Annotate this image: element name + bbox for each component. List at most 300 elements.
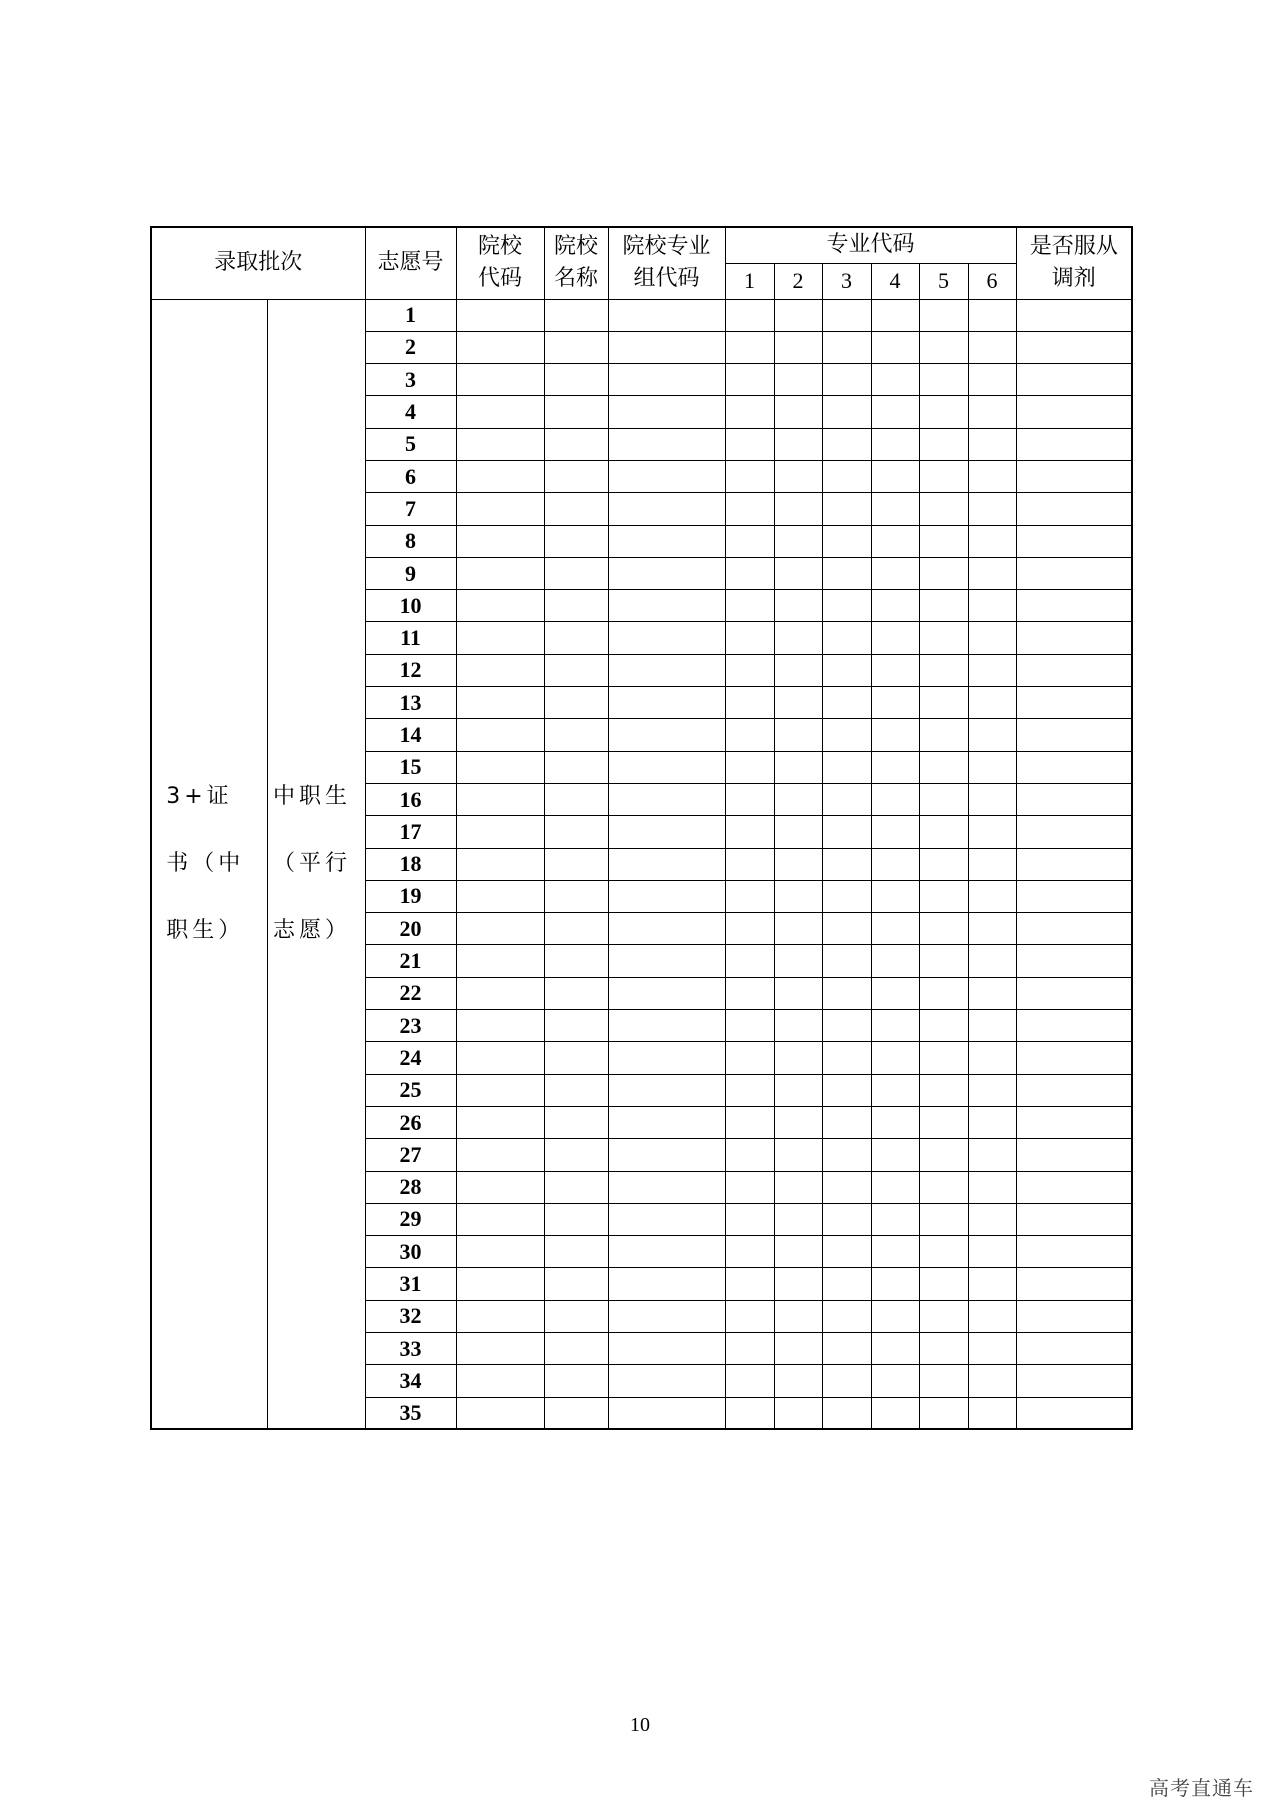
- group-code-cell[interactable]: [608, 751, 725, 783]
- major-code-cell-6[interactable]: [968, 1106, 1016, 1138]
- major-code-cell-6[interactable]: [968, 783, 1016, 815]
- major-code-cell-4[interactable]: [871, 493, 919, 525]
- school-name-cell[interactable]: [544, 460, 608, 492]
- school-code-cell[interactable]: [456, 783, 544, 815]
- major-code-cell-5[interactable]: [919, 622, 968, 654]
- obey-adjust-cell[interactable]: [1016, 1236, 1132, 1268]
- major-code-cell-5[interactable]: [919, 719, 968, 751]
- major-code-cell-6[interactable]: [968, 751, 1016, 783]
- major-code-cell-6[interactable]: [968, 1397, 1016, 1429]
- major-code-cell-4[interactable]: [871, 816, 919, 848]
- school-code-cell[interactable]: [456, 848, 544, 880]
- major-code-cell-4[interactable]: [871, 1106, 919, 1138]
- major-code-cell-2[interactable]: [774, 428, 822, 460]
- school-code-cell[interactable]: [456, 1074, 544, 1106]
- school-code-cell[interactable]: [456, 1397, 544, 1429]
- obey-adjust-cell[interactable]: [1016, 913, 1132, 945]
- school-name-cell[interactable]: [544, 880, 608, 912]
- major-code-cell-1[interactable]: [725, 622, 774, 654]
- major-code-cell-2[interactable]: [774, 460, 822, 492]
- major-code-cell-3[interactable]: [822, 687, 871, 719]
- major-code-cell-6[interactable]: [968, 1203, 1016, 1235]
- obey-adjust-cell[interactable]: [1016, 1074, 1132, 1106]
- group-code-cell[interactable]: [608, 622, 725, 654]
- major-code-cell-4[interactable]: [871, 1203, 919, 1235]
- school-code-cell[interactable]: [456, 977, 544, 1009]
- major-code-cell-4[interactable]: [871, 751, 919, 783]
- school-name-cell[interactable]: [544, 299, 608, 331]
- major-code-cell-2[interactable]: [774, 493, 822, 525]
- major-code-cell-1[interactable]: [725, 913, 774, 945]
- obey-adjust-cell[interactable]: [1016, 719, 1132, 751]
- major-code-cell-6[interactable]: [968, 1268, 1016, 1300]
- major-code-cell-1[interactable]: [725, 1139, 774, 1171]
- school-name-cell[interactable]: [544, 1300, 608, 1332]
- major-code-cell-3[interactable]: [822, 557, 871, 589]
- school-code-cell[interactable]: [456, 299, 544, 331]
- major-code-cell-6[interactable]: [968, 848, 1016, 880]
- school-code-cell[interactable]: [456, 1268, 544, 1300]
- obey-adjust-cell[interactable]: [1016, 848, 1132, 880]
- major-code-cell-6[interactable]: [968, 913, 1016, 945]
- obey-adjust-cell[interactable]: [1016, 493, 1132, 525]
- major-code-cell-6[interactable]: [968, 687, 1016, 719]
- school-name-cell[interactable]: [544, 622, 608, 654]
- major-code-cell-5[interactable]: [919, 1365, 968, 1397]
- major-code-cell-2[interactable]: [774, 977, 822, 1009]
- major-code-cell-3[interactable]: [822, 1333, 871, 1365]
- school-code-cell[interactable]: [456, 1010, 544, 1042]
- group-code-cell[interactable]: [608, 1333, 725, 1365]
- major-code-cell-4[interactable]: [871, 1074, 919, 1106]
- school-name-cell[interactable]: [544, 783, 608, 815]
- group-code-cell[interactable]: [608, 719, 725, 751]
- obey-adjust-cell[interactable]: [1016, 1171, 1132, 1203]
- school-code-cell[interactable]: [456, 428, 544, 460]
- obey-adjust-cell[interactable]: [1016, 557, 1132, 589]
- major-code-cell-2[interactable]: [774, 1106, 822, 1138]
- major-code-cell-2[interactable]: [774, 1074, 822, 1106]
- obey-adjust-cell[interactable]: [1016, 1333, 1132, 1365]
- major-code-cell-5[interactable]: [919, 557, 968, 589]
- school-name-cell[interactable]: [544, 493, 608, 525]
- major-code-cell-4[interactable]: [871, 460, 919, 492]
- major-code-cell-3[interactable]: [822, 460, 871, 492]
- major-code-cell-1[interactable]: [725, 1397, 774, 1429]
- major-code-cell-2[interactable]: [774, 848, 822, 880]
- major-code-cell-3[interactable]: [822, 1300, 871, 1332]
- major-code-cell-3[interactable]: [822, 977, 871, 1009]
- school-code-cell[interactable]: [456, 945, 544, 977]
- major-code-cell-4[interactable]: [871, 1365, 919, 1397]
- major-code-cell-2[interactable]: [774, 719, 822, 751]
- major-code-cell-5[interactable]: [919, 654, 968, 686]
- major-code-cell-6[interactable]: [968, 1171, 1016, 1203]
- major-code-cell-4[interactable]: [871, 1300, 919, 1332]
- major-code-cell-3[interactable]: [822, 1203, 871, 1235]
- major-code-cell-5[interactable]: [919, 364, 968, 396]
- major-code-cell-6[interactable]: [968, 945, 1016, 977]
- major-code-cell-1[interactable]: [725, 493, 774, 525]
- major-code-cell-6[interactable]: [968, 1333, 1016, 1365]
- major-code-cell-5[interactable]: [919, 1106, 968, 1138]
- major-code-cell-2[interactable]: [774, 1139, 822, 1171]
- major-code-cell-1[interactable]: [725, 816, 774, 848]
- major-code-cell-1[interactable]: [725, 460, 774, 492]
- school-name-cell[interactable]: [544, 751, 608, 783]
- school-name-cell[interactable]: [544, 1010, 608, 1042]
- school-name-cell[interactable]: [544, 396, 608, 428]
- major-code-cell-5[interactable]: [919, 1397, 968, 1429]
- major-code-cell-5[interactable]: [919, 1074, 968, 1106]
- group-code-cell[interactable]: [608, 1300, 725, 1332]
- major-code-cell-1[interactable]: [725, 1365, 774, 1397]
- group-code-cell[interactable]: [608, 977, 725, 1009]
- group-code-cell[interactable]: [608, 945, 725, 977]
- school-name-cell[interactable]: [544, 331, 608, 363]
- major-code-cell-3[interactable]: [822, 331, 871, 363]
- major-code-cell-5[interactable]: [919, 1236, 968, 1268]
- major-code-cell-1[interactable]: [725, 1333, 774, 1365]
- major-code-cell-6[interactable]: [968, 428, 1016, 460]
- major-code-cell-2[interactable]: [774, 364, 822, 396]
- major-code-cell-5[interactable]: [919, 1333, 968, 1365]
- school-name-cell[interactable]: [544, 1365, 608, 1397]
- major-code-cell-2[interactable]: [774, 1300, 822, 1332]
- major-code-cell-3[interactable]: [822, 493, 871, 525]
- major-code-cell-2[interactable]: [774, 590, 822, 622]
- major-code-cell-1[interactable]: [725, 396, 774, 428]
- major-code-cell-6[interactable]: [968, 1010, 1016, 1042]
- major-code-cell-3[interactable]: [822, 1139, 871, 1171]
- school-code-cell[interactable]: [456, 880, 544, 912]
- group-code-cell[interactable]: [608, 1397, 725, 1429]
- major-code-cell-3[interactable]: [822, 880, 871, 912]
- major-code-cell-1[interactable]: [725, 687, 774, 719]
- obey-adjust-cell[interactable]: [1016, 1010, 1132, 1042]
- major-code-cell-4[interactable]: [871, 299, 919, 331]
- major-code-cell-4[interactable]: [871, 557, 919, 589]
- major-code-cell-5[interactable]: [919, 299, 968, 331]
- major-code-cell-6[interactable]: [968, 1236, 1016, 1268]
- major-code-cell-3[interactable]: [822, 1010, 871, 1042]
- major-code-cell-3[interactable]: [822, 945, 871, 977]
- school-code-cell[interactable]: [456, 557, 544, 589]
- major-code-cell-1[interactable]: [725, 1042, 774, 1074]
- major-code-cell-3[interactable]: [822, 1365, 871, 1397]
- obey-adjust-cell[interactable]: [1016, 687, 1132, 719]
- school-code-cell[interactable]: [456, 654, 544, 686]
- school-code-cell[interactable]: [456, 364, 544, 396]
- major-code-cell-2[interactable]: [774, 622, 822, 654]
- major-code-cell-4[interactable]: [871, 848, 919, 880]
- major-code-cell-4[interactable]: [871, 622, 919, 654]
- major-code-cell-1[interactable]: [725, 590, 774, 622]
- major-code-cell-1[interactable]: [725, 364, 774, 396]
- major-code-cell-4[interactable]: [871, 1042, 919, 1074]
- major-code-cell-5[interactable]: [919, 687, 968, 719]
- major-code-cell-6[interactable]: [968, 719, 1016, 751]
- school-code-cell[interactable]: [456, 331, 544, 363]
- major-code-cell-5[interactable]: [919, 460, 968, 492]
- major-code-cell-4[interactable]: [871, 1333, 919, 1365]
- major-code-cell-5[interactable]: [919, 1171, 968, 1203]
- major-code-cell-5[interactable]: [919, 848, 968, 880]
- major-code-cell-2[interactable]: [774, 1042, 822, 1074]
- major-code-cell-6[interactable]: [968, 880, 1016, 912]
- major-code-cell-5[interactable]: [919, 783, 968, 815]
- major-code-cell-4[interactable]: [871, 1397, 919, 1429]
- major-code-cell-4[interactable]: [871, 913, 919, 945]
- major-code-cell-2[interactable]: [774, 751, 822, 783]
- school-code-cell[interactable]: [456, 751, 544, 783]
- major-code-cell-4[interactable]: [871, 1139, 919, 1171]
- school-name-cell[interactable]: [544, 1236, 608, 1268]
- group-code-cell[interactable]: [608, 557, 725, 589]
- major-code-cell-6[interactable]: [968, 557, 1016, 589]
- major-code-cell-2[interactable]: [774, 1010, 822, 1042]
- major-code-cell-1[interactable]: [725, 1300, 774, 1332]
- major-code-cell-1[interactable]: [725, 1203, 774, 1235]
- major-code-cell-1[interactable]: [725, 428, 774, 460]
- major-code-cell-2[interactable]: [774, 1203, 822, 1235]
- major-code-cell-5[interactable]: [919, 816, 968, 848]
- school-name-cell[interactable]: [544, 1139, 608, 1171]
- major-code-cell-3[interactable]: [822, 1074, 871, 1106]
- obey-adjust-cell[interactable]: [1016, 622, 1132, 654]
- major-code-cell-1[interactable]: [725, 945, 774, 977]
- major-code-cell-2[interactable]: [774, 654, 822, 686]
- major-code-cell-1[interactable]: [725, 525, 774, 557]
- major-code-cell-4[interactable]: [871, 1171, 919, 1203]
- major-code-cell-4[interactable]: [871, 331, 919, 363]
- school-code-cell[interactable]: [456, 493, 544, 525]
- group-code-cell[interactable]: [608, 428, 725, 460]
- school-name-cell[interactable]: [544, 1397, 608, 1429]
- major-code-cell-6[interactable]: [968, 816, 1016, 848]
- major-code-cell-2[interactable]: [774, 687, 822, 719]
- obey-adjust-cell[interactable]: [1016, 396, 1132, 428]
- major-code-cell-4[interactable]: [871, 1010, 919, 1042]
- major-code-cell-5[interactable]: [919, 913, 968, 945]
- major-code-cell-1[interactable]: [725, 848, 774, 880]
- school-name-cell[interactable]: [544, 557, 608, 589]
- major-code-cell-1[interactable]: [725, 719, 774, 751]
- school-code-cell[interactable]: [456, 1042, 544, 1074]
- school-name-cell[interactable]: [544, 1171, 608, 1203]
- major-code-cell-6[interactable]: [968, 1042, 1016, 1074]
- major-code-cell-6[interactable]: [968, 1365, 1016, 1397]
- school-name-cell[interactable]: [544, 1268, 608, 1300]
- major-code-cell-1[interactable]: [725, 880, 774, 912]
- major-code-cell-1[interactable]: [725, 1171, 774, 1203]
- major-code-cell-2[interactable]: [774, 299, 822, 331]
- major-code-cell-4[interactable]: [871, 945, 919, 977]
- obey-adjust-cell[interactable]: [1016, 816, 1132, 848]
- school-name-cell[interactable]: [544, 848, 608, 880]
- group-code-cell[interactable]: [608, 1074, 725, 1106]
- major-code-cell-4[interactable]: [871, 364, 919, 396]
- major-code-cell-2[interactable]: [774, 1365, 822, 1397]
- major-code-cell-3[interactable]: [822, 1042, 871, 1074]
- major-code-cell-2[interactable]: [774, 1236, 822, 1268]
- school-name-cell[interactable]: [544, 816, 608, 848]
- major-code-cell-1[interactable]: [725, 1268, 774, 1300]
- school-name-cell[interactable]: [544, 913, 608, 945]
- school-name-cell[interactable]: [544, 525, 608, 557]
- major-code-cell-5[interactable]: [919, 880, 968, 912]
- major-code-cell-6[interactable]: [968, 331, 1016, 363]
- major-code-cell-3[interactable]: [822, 622, 871, 654]
- obey-adjust-cell[interactable]: [1016, 525, 1132, 557]
- major-code-cell-6[interactable]: [968, 460, 1016, 492]
- obey-adjust-cell[interactable]: [1016, 783, 1132, 815]
- major-code-cell-4[interactable]: [871, 396, 919, 428]
- major-code-cell-4[interactable]: [871, 977, 919, 1009]
- major-code-cell-2[interactable]: [774, 396, 822, 428]
- school-code-cell[interactable]: [456, 1300, 544, 1332]
- obey-adjust-cell[interactable]: [1016, 945, 1132, 977]
- major-code-cell-3[interactable]: [822, 1236, 871, 1268]
- group-code-cell[interactable]: [608, 687, 725, 719]
- group-code-cell[interactable]: [608, 913, 725, 945]
- major-code-cell-3[interactable]: [822, 848, 871, 880]
- major-code-cell-5[interactable]: [919, 1139, 968, 1171]
- group-code-cell[interactable]: [608, 1010, 725, 1042]
- obey-adjust-cell[interactable]: [1016, 1042, 1132, 1074]
- major-code-cell-5[interactable]: [919, 977, 968, 1009]
- school-name-cell[interactable]: [544, 1203, 608, 1235]
- group-code-cell[interactable]: [608, 1042, 725, 1074]
- obey-adjust-cell[interactable]: [1016, 460, 1132, 492]
- major-code-cell-6[interactable]: [968, 396, 1016, 428]
- major-code-cell-3[interactable]: [822, 590, 871, 622]
- group-code-cell[interactable]: [608, 364, 725, 396]
- major-code-cell-6[interactable]: [968, 977, 1016, 1009]
- school-code-cell[interactable]: [456, 622, 544, 654]
- major-code-cell-3[interactable]: [822, 913, 871, 945]
- major-code-cell-3[interactable]: [822, 751, 871, 783]
- school-name-cell[interactable]: [544, 428, 608, 460]
- major-code-cell-1[interactable]: [725, 1074, 774, 1106]
- major-code-cell-1[interactable]: [725, 654, 774, 686]
- major-code-cell-3[interactable]: [822, 1106, 871, 1138]
- obey-adjust-cell[interactable]: [1016, 977, 1132, 1009]
- group-code-cell[interactable]: [608, 396, 725, 428]
- group-code-cell[interactable]: [608, 460, 725, 492]
- school-code-cell[interactable]: [456, 396, 544, 428]
- major-code-cell-6[interactable]: [968, 493, 1016, 525]
- school-name-cell[interactable]: [544, 719, 608, 751]
- obey-adjust-cell[interactable]: [1016, 1106, 1132, 1138]
- group-code-cell[interactable]: [608, 1203, 725, 1235]
- school-code-cell[interactable]: [456, 687, 544, 719]
- school-name-cell[interactable]: [544, 687, 608, 719]
- obey-adjust-cell[interactable]: [1016, 1365, 1132, 1397]
- group-code-cell[interactable]: [608, 880, 725, 912]
- group-code-cell[interactable]: [608, 1268, 725, 1300]
- major-code-cell-2[interactable]: [774, 1171, 822, 1203]
- major-code-cell-2[interactable]: [774, 1268, 822, 1300]
- group-code-cell[interactable]: [608, 299, 725, 331]
- school-code-cell[interactable]: [456, 1333, 544, 1365]
- major-code-cell-3[interactable]: [822, 364, 871, 396]
- major-code-cell-5[interactable]: [919, 1010, 968, 1042]
- major-code-cell-6[interactable]: [968, 622, 1016, 654]
- major-code-cell-5[interactable]: [919, 331, 968, 363]
- major-code-cell-3[interactable]: [822, 299, 871, 331]
- major-code-cell-5[interactable]: [919, 751, 968, 783]
- major-code-cell-1[interactable]: [725, 557, 774, 589]
- obey-adjust-cell[interactable]: [1016, 880, 1132, 912]
- major-code-cell-5[interactable]: [919, 1268, 968, 1300]
- major-code-cell-2[interactable]: [774, 1333, 822, 1365]
- major-code-cell-5[interactable]: [919, 590, 968, 622]
- group-code-cell[interactable]: [608, 1139, 725, 1171]
- major-code-cell-1[interactable]: [725, 1010, 774, 1042]
- obey-adjust-cell[interactable]: [1016, 1268, 1132, 1300]
- school-name-cell[interactable]: [544, 654, 608, 686]
- major-code-cell-5[interactable]: [919, 1300, 968, 1332]
- major-code-cell-3[interactable]: [822, 525, 871, 557]
- major-code-cell-2[interactable]: [774, 783, 822, 815]
- major-code-cell-4[interactable]: [871, 1268, 919, 1300]
- major-code-cell-4[interactable]: [871, 1236, 919, 1268]
- major-code-cell-1[interactable]: [725, 331, 774, 363]
- group-code-cell[interactable]: [608, 783, 725, 815]
- group-code-cell[interactable]: [608, 1365, 725, 1397]
- school-name-cell[interactable]: [544, 945, 608, 977]
- school-code-cell[interactable]: [456, 719, 544, 751]
- group-code-cell[interactable]: [608, 1236, 725, 1268]
- school-name-cell[interactable]: [544, 1042, 608, 1074]
- major-code-cell-5[interactable]: [919, 1042, 968, 1074]
- major-code-cell-4[interactable]: [871, 654, 919, 686]
- obey-adjust-cell[interactable]: [1016, 364, 1132, 396]
- major-code-cell-2[interactable]: [774, 945, 822, 977]
- group-code-cell[interactable]: [608, 331, 725, 363]
- school-name-cell[interactable]: [544, 1074, 608, 1106]
- major-code-cell-2[interactable]: [774, 525, 822, 557]
- major-code-cell-1[interactable]: [725, 977, 774, 1009]
- obey-adjust-cell[interactable]: [1016, 654, 1132, 686]
- major-code-cell-4[interactable]: [871, 687, 919, 719]
- major-code-cell-3[interactable]: [822, 1171, 871, 1203]
- school-code-cell[interactable]: [456, 590, 544, 622]
- major-code-cell-4[interactable]: [871, 525, 919, 557]
- major-code-cell-3[interactable]: [822, 719, 871, 751]
- major-code-cell-6[interactable]: [968, 1074, 1016, 1106]
- major-code-cell-2[interactable]: [774, 331, 822, 363]
- major-code-cell-2[interactable]: [774, 1397, 822, 1429]
- major-code-cell-3[interactable]: [822, 1268, 871, 1300]
- major-code-cell-6[interactable]: [968, 1139, 1016, 1171]
- major-code-cell-6[interactable]: [968, 654, 1016, 686]
- school-code-cell[interactable]: [456, 1365, 544, 1397]
- major-code-cell-6[interactable]: [968, 590, 1016, 622]
- group-code-cell[interactable]: [608, 654, 725, 686]
- major-code-cell-5[interactable]: [919, 428, 968, 460]
- major-code-cell-1[interactable]: [725, 783, 774, 815]
- group-code-cell[interactable]: [608, 1106, 725, 1138]
- school-code-cell[interactable]: [456, 1203, 544, 1235]
- school-code-cell[interactable]: [456, 816, 544, 848]
- major-code-cell-3[interactable]: [822, 654, 871, 686]
- obey-adjust-cell[interactable]: [1016, 1300, 1132, 1332]
- school-code-cell[interactable]: [456, 1171, 544, 1203]
- major-code-cell-6[interactable]: [968, 299, 1016, 331]
- school-code-cell[interactable]: [456, 913, 544, 945]
